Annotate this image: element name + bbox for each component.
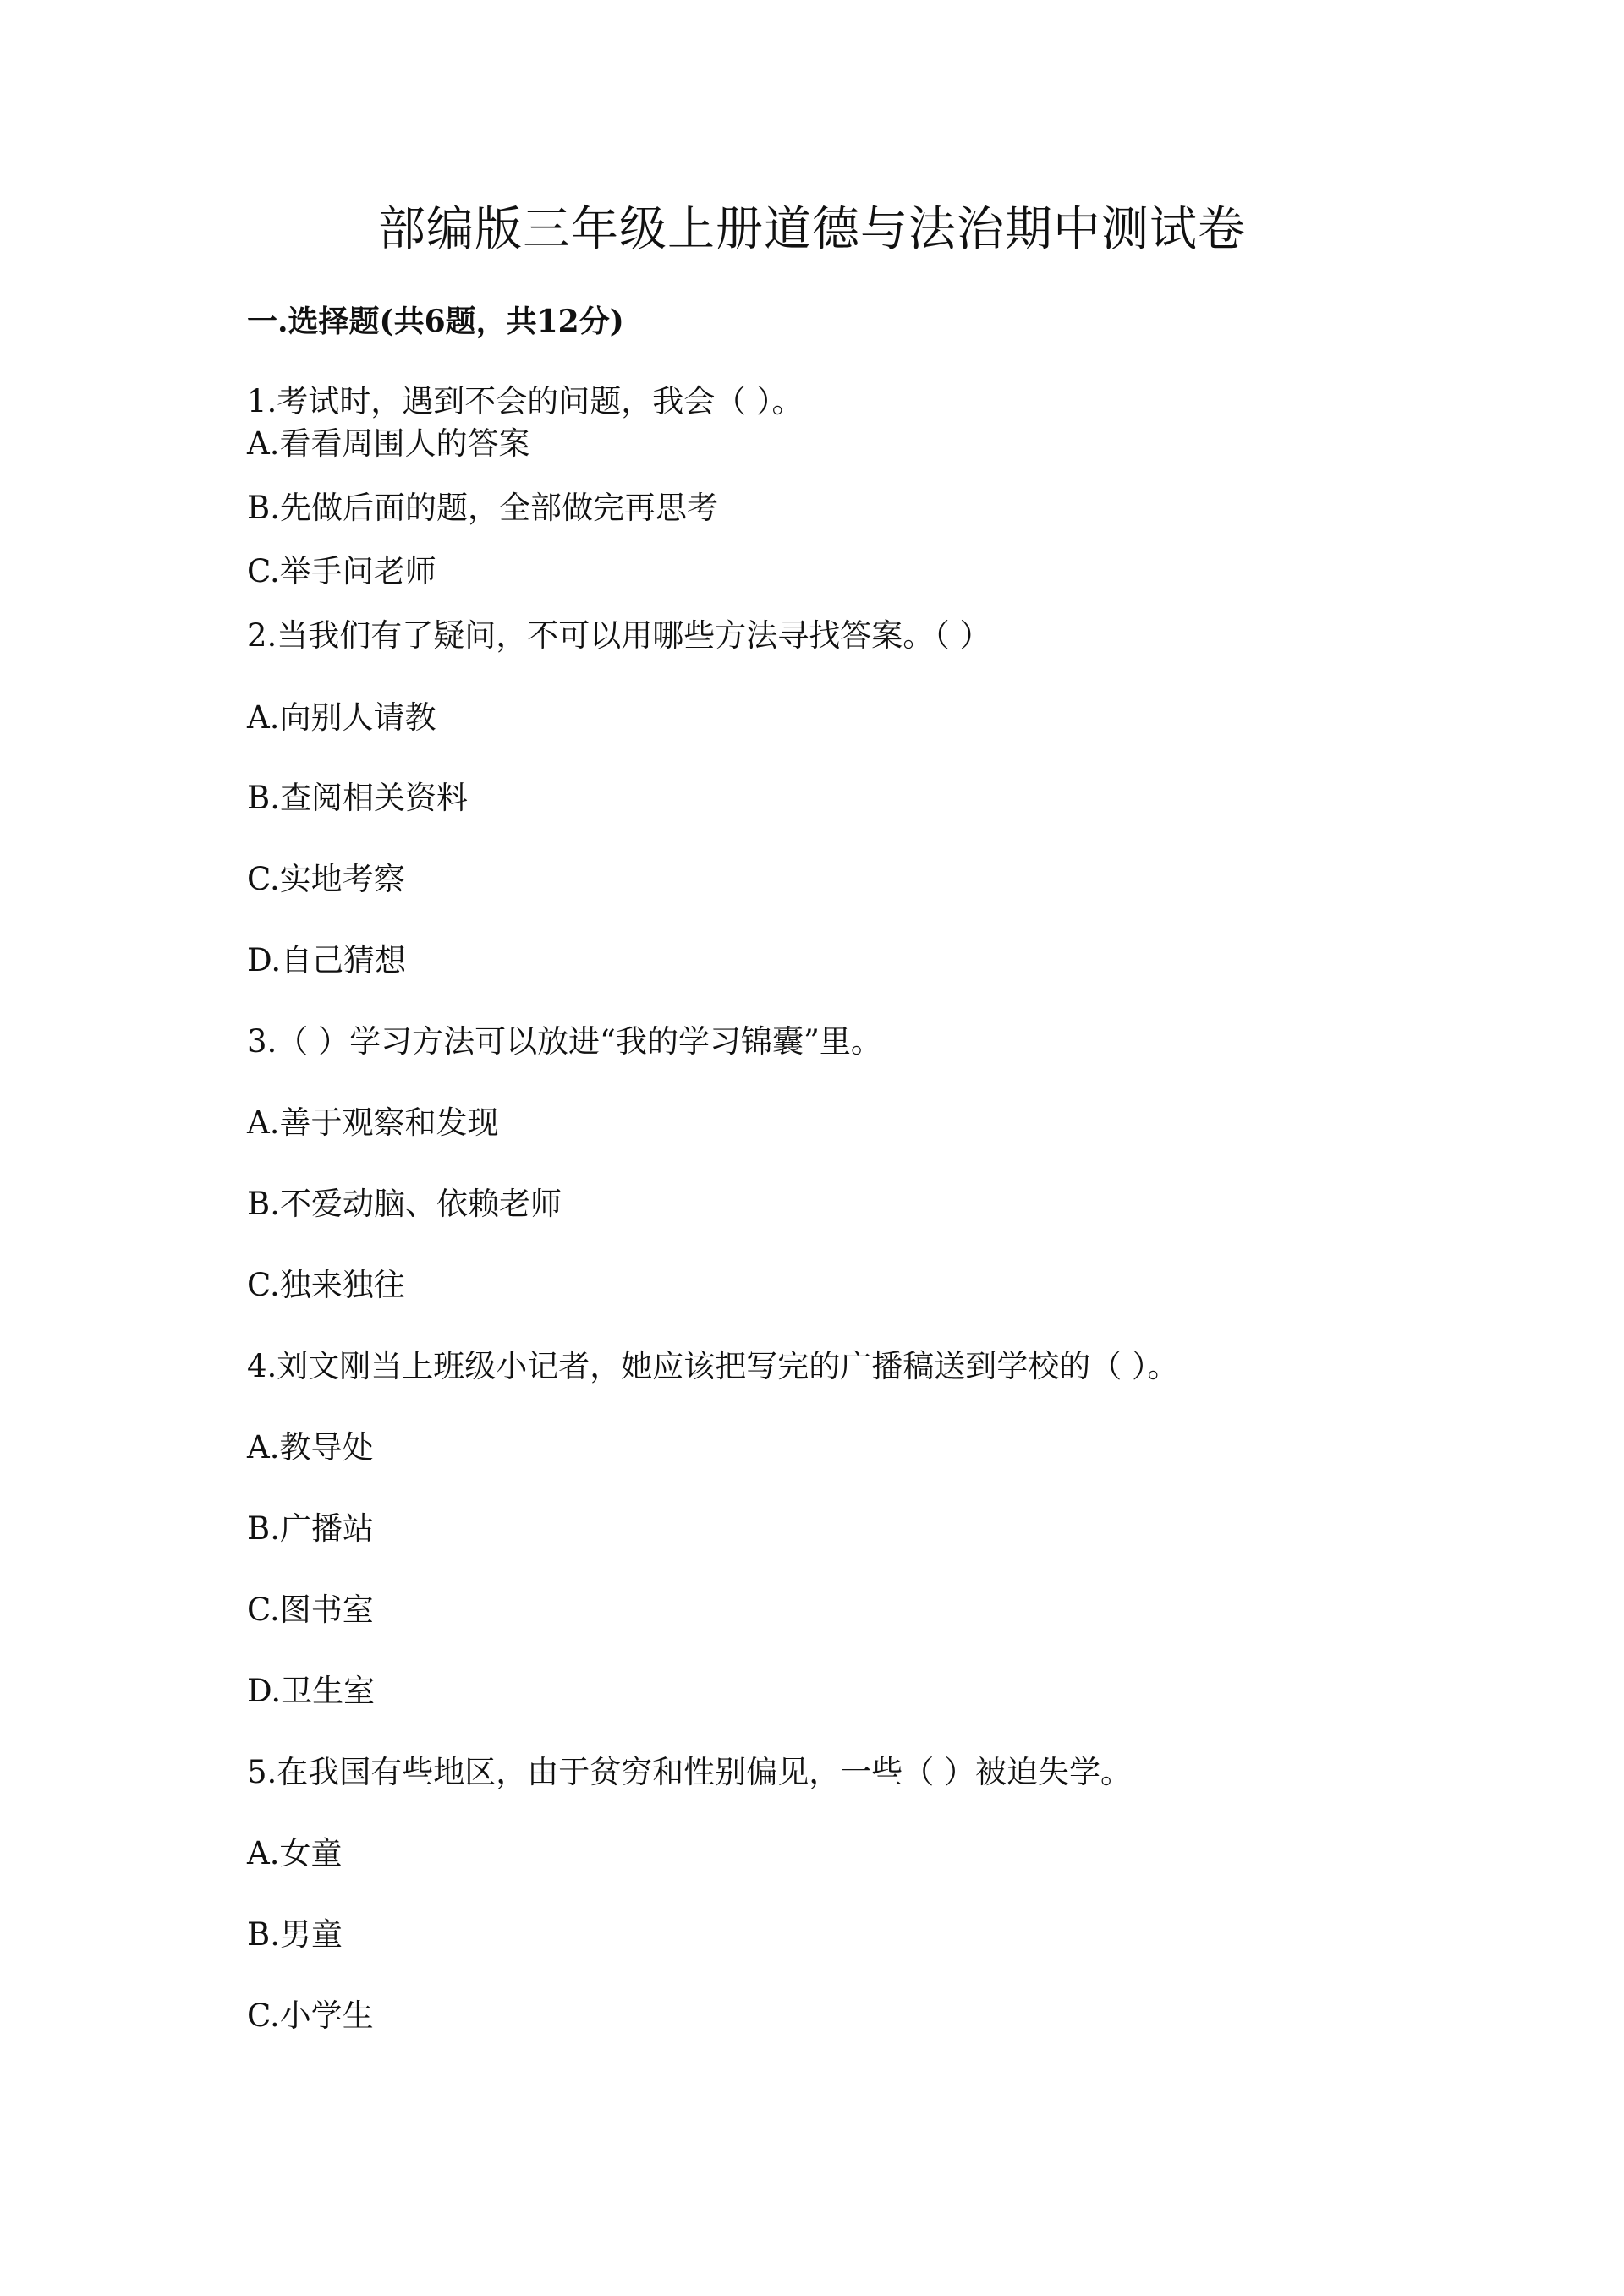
question-2-stem: 2.当我们有了疑问，不可以用哪些方法寻找答案。（ ） <box>247 617 991 654</box>
question-5-option-c: C.小学生 <box>247 1997 374 2034</box>
question-1-option-b: B.先做后面的题，全部做完再思考 <box>247 490 718 526</box>
question-5-option-b: B.男童 <box>247 1916 343 1953</box>
question-4-option-a: A.教导处 <box>247 1429 374 1466</box>
section-heading: 一.选择题(共6题，共12分) <box>247 304 624 339</box>
question-2-option-d: D.自己猜想 <box>247 942 407 978</box>
question-3-option-a: A.善于观察和发现 <box>247 1104 499 1141</box>
question-4-option-b: B.广播站 <box>247 1510 374 1547</box>
question-1-stem: 1.考试时，遇到不会的问题，我会（ ）。 <box>247 383 804 419</box>
question-3-option-c: C.独来独往 <box>247 1267 405 1303</box>
question-1-option-c: C.举手问老师 <box>247 553 436 589</box>
question-3-stem: 3.（ ）学习方法可以放进“我的学习锦囊”里。 <box>247 1023 882 1060</box>
question-1-option-a: A.看看周围人的答案 <box>247 425 530 462</box>
question-4-option-d: D.卫生室 <box>247 1673 376 1709</box>
question-2-option-b: B.查阅相关资料 <box>247 780 468 816</box>
question-5-stem: 5.在我国有些地区，由于贫穷和性别偏见，一些（ ）被迫失学。 <box>247 1754 1133 1790</box>
question-2-option-c: C.实地考察 <box>247 861 405 897</box>
page-title: 部编版三年级上册道德与法治期中测试卷 <box>378 202 1246 257</box>
question-3-option-b: B.不爱动脑、依赖老师 <box>247 1186 562 1222</box>
question-4-stem: 4.刘文刚当上班级小记者，她应该把写完的广播稿送到学校的（ ）。 <box>247 1348 1179 1384</box>
question-4-option-c: C.图书室 <box>247 1592 374 1628</box>
question-2-option-a: A.向别人请教 <box>247 699 436 736</box>
question-5-option-a: A.女童 <box>247 1835 343 1871</box>
